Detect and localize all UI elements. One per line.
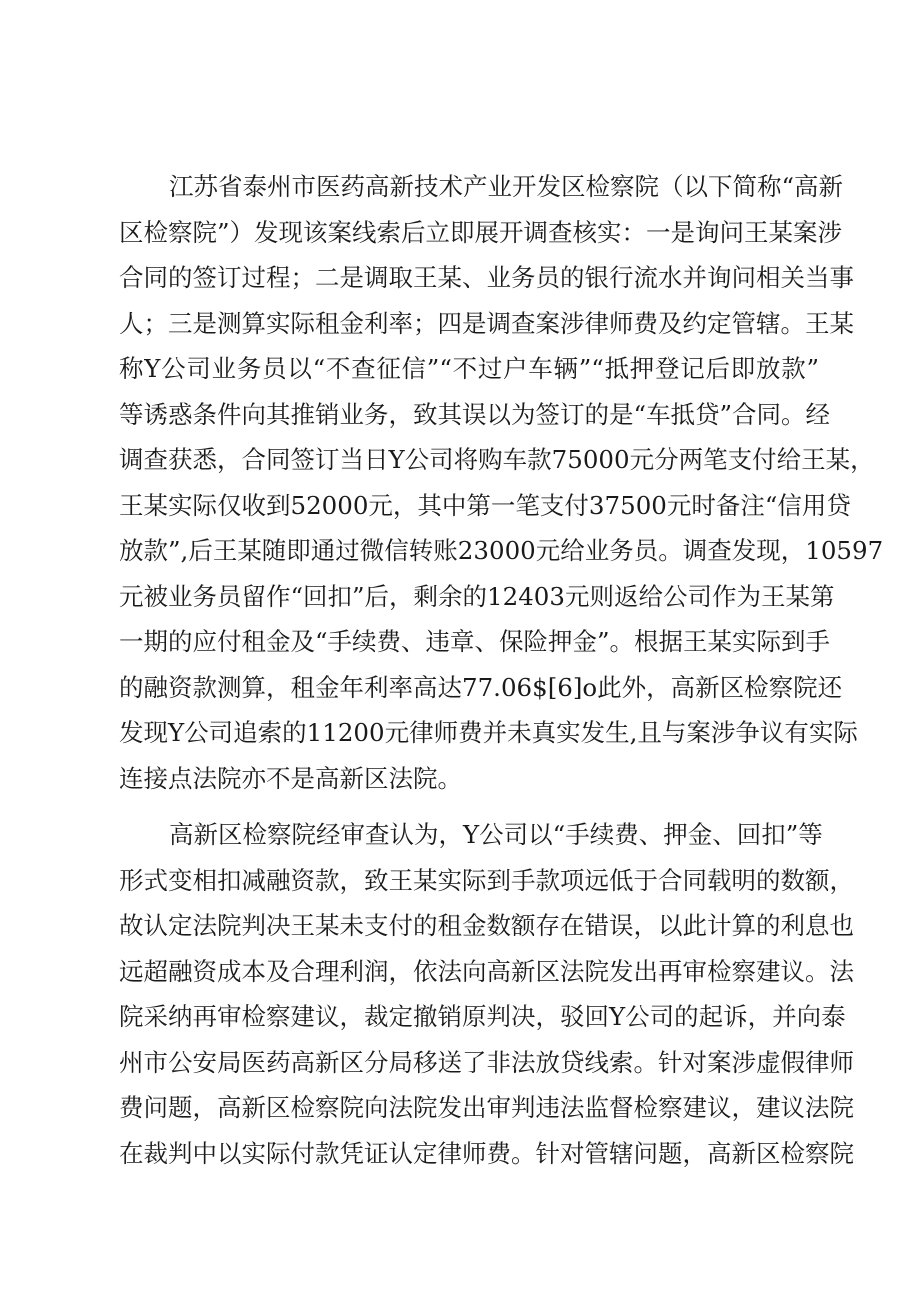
text-line: 院采纳再审检察建议，裁定撤销原判决，驳回Y公司的起诉，并向泰 bbox=[119, 1002, 846, 1031]
text-line: 高新区检察院经审查认为，Y公司以“手续费、押金、回扣”等 bbox=[169, 820, 823, 849]
text-line: 区检察院”）发现该案线索后立即展开调查核实：一是询问王某案涉 bbox=[119, 217, 843, 247]
text-line: 在裁判中以实际付款凭证认定律师费。针对管辖问题，高新区检察院 bbox=[119, 1138, 854, 1168]
text-line: 调查获悉，合同签订当日Y公司将购车款75000元分两笔支付给王某， bbox=[119, 445, 875, 474]
text-line: 州市公安局医药高新区分局移送了非法放贷线索。针对案涉虚假律师 bbox=[119, 1047, 854, 1077]
text-line: 王某实际仅收到52000元，其中第一笔支付37500元时备注“信用贷 bbox=[119, 490, 851, 520]
paragraph-1 bbox=[119, 164, 884, 801]
text-line: 江苏省泰州市医药高新技术产业开发区检察院（以下简称“高新 bbox=[169, 172, 844, 201]
text-line: 等诱惑条件向其推销业务，致其误以为签订的是“车抵贷”合同。经 bbox=[119, 399, 831, 429]
text-line: 人；三是测算实际租金利率；四是调查案涉律师费及约定管辖。王某 bbox=[119, 308, 854, 338]
text-line: 故认定法院判决王某未支付的租金数额存在错误，以此计算的利息也 bbox=[119, 911, 854, 940]
text-line: 远超融资成本及合理利润，依法向高新区法院发出再审检察建议。法 bbox=[119, 956, 854, 986]
text-line: 放款”,后王某随即通过微信转账23000元给业务员。调查发现，10597 bbox=[119, 536, 884, 565]
text-line: 一期的应付租金及“手续费、违章、保险押金”。根据王某实际到手 bbox=[119, 627, 831, 656]
text-line: 称Y公司业务员以“不查征信”“不过户车辆”“抵押登记后即放款” bbox=[119, 354, 819, 383]
text-line: 形式变相扣减融资款，致王某实际到手款项远低于合同载明的数额， bbox=[119, 865, 854, 895]
text-line: 合同的签订过程；二是调取王某、业务员的银行流水并询问相关当事 bbox=[119, 263, 854, 292]
text-line: 元被业务员留作“回扣”后，剩余的12403元则返给公司作为王某第 bbox=[119, 581, 835, 611]
paragraph-2 bbox=[119, 812, 854, 1176]
document-body bbox=[119, 164, 884, 1176]
text-line: 的融资款测算，租金年利率高达77.06$[6]o此外，高新区检察院还 bbox=[119, 672, 843, 702]
paragraph-spacer bbox=[119, 801, 819, 812]
text-line: 发现Y公司追索的11200元律师费并未真实发生,且与案涉争议有实际 bbox=[119, 718, 858, 747]
text-line: 费问题，高新区检察院向法院发出审判违法监督检察建议，建议法院 bbox=[119, 1093, 854, 1122]
text-line: 连接点法院亦不是高新区法院。 bbox=[119, 763, 462, 793]
